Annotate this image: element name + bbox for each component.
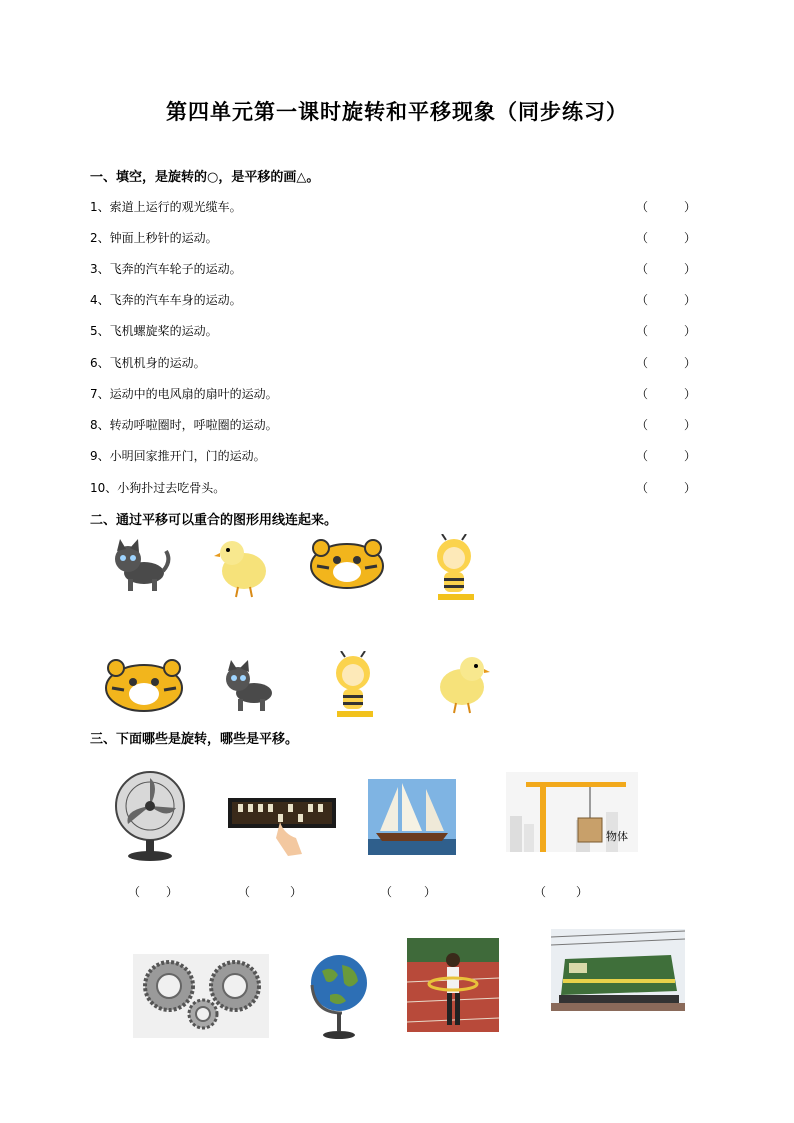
paren-open: （ <box>636 418 649 432</box>
paren-open: （ <box>534 885 547 899</box>
paren-close: ） <box>423 885 436 899</box>
tiger-face-image-2 <box>102 658 186 714</box>
paren-close: ） <box>683 356 696 370</box>
paren-open: （ <box>636 449 649 463</box>
abacus-image <box>226 794 338 858</box>
paren-open: （ <box>380 885 393 899</box>
paren-open: （ <box>128 885 141 899</box>
paren-close: ） <box>289 885 302 899</box>
s3-answer-blank-3[interactable] <box>380 883 436 900</box>
hula-hoop-image <box>407 938 499 1032</box>
gears-image <box>133 954 269 1038</box>
question-5: 5、飞机螺旋桨的运动。 <box>90 324 218 338</box>
paren-close: ） <box>683 200 696 214</box>
globe-image <box>306 951 372 1041</box>
question-4: 4、飞奔的汽车车身的运动。 <box>90 293 242 307</box>
question-2: 2、钟面上秒针的运动。 <box>90 231 218 245</box>
electric-fan-image <box>112 768 190 862</box>
kitten-image-1 <box>108 537 174 595</box>
section3-heading: 三、下面哪些是旋转，哪些是平移。 <box>90 732 299 747</box>
answer-blank-7[interactable] <box>636 385 696 402</box>
question-9: 9、小明回家推开门，门的运动。 <box>90 449 266 463</box>
question-1: 1、索道上运行的观光缆车。 <box>90 200 242 214</box>
answer-blank-6[interactable] <box>636 354 696 371</box>
answer-blank-1[interactable] <box>636 198 696 215</box>
answer-blank-2[interactable] <box>636 229 696 246</box>
kitten-image-2 <box>220 657 280 715</box>
s3-answer-blank-1[interactable] <box>128 883 178 900</box>
paren-close: ） <box>683 418 696 432</box>
bee-girl-image-1 <box>428 534 484 602</box>
answer-blank-8[interactable] <box>636 416 696 433</box>
paren-close: ） <box>683 231 696 245</box>
chick-image-2 <box>432 651 492 715</box>
paren-open: （ <box>636 481 649 495</box>
answer-blank-9[interactable] <box>636 447 696 464</box>
paren-close: ） <box>683 324 696 338</box>
paren-open: （ <box>636 387 649 401</box>
question-7: 7、运动中的电风扇的扇叶的运动。 <box>90 387 278 401</box>
chick-image-1 <box>212 535 272 599</box>
answer-blank-5[interactable] <box>636 322 696 339</box>
paren-close: ） <box>683 262 696 276</box>
section1-heading: 一、填空，是旋转的○，是平移的画△。 <box>90 170 320 185</box>
question-3: 3、飞奔的汽车轮子的运动。 <box>90 262 242 276</box>
paren-close: ） <box>683 481 696 495</box>
answer-blank-4[interactable] <box>636 291 696 308</box>
paren-close: ） <box>165 885 178 899</box>
paren-open: （ <box>238 885 251 899</box>
crane-object-label: 物体 <box>606 830 628 843</box>
crane-image <box>506 772 638 852</box>
paren-open: （ <box>636 324 649 338</box>
page-title: 第四单元第一课时旋转和平移现象（同步练习） <box>166 99 628 124</box>
paren-open: （ <box>636 293 649 307</box>
answer-blank-10[interactable] <box>636 479 696 496</box>
paren-open: （ <box>636 356 649 370</box>
train-image <box>551 929 685 1011</box>
question-10: 10、小狗扑过去吃骨头。 <box>90 481 226 495</box>
s3-answer-blank-2[interactable] <box>238 883 302 900</box>
paren-open: （ <box>636 231 649 245</box>
section2-heading: 二、通过平移可以重合的图形用线连起来。 <box>90 513 338 528</box>
paren-close: ） <box>575 885 588 899</box>
sailboat-image <box>368 779 456 855</box>
tiger-face-image-1 <box>307 538 387 590</box>
paren-close: ） <box>683 293 696 307</box>
paren-close: ） <box>683 387 696 401</box>
paren-open: （ <box>636 262 649 276</box>
bee-girl-image-2 <box>327 651 383 719</box>
question-6: 6、飞机机身的运动。 <box>90 356 206 370</box>
answer-blank-3[interactable] <box>636 260 696 277</box>
question-8: 8、转动呼啦圈时，呼啦圈的运动。 <box>90 418 278 432</box>
paren-close: ） <box>683 449 696 463</box>
s3-answer-blank-4[interactable] <box>534 883 588 900</box>
paren-open: （ <box>636 200 649 214</box>
